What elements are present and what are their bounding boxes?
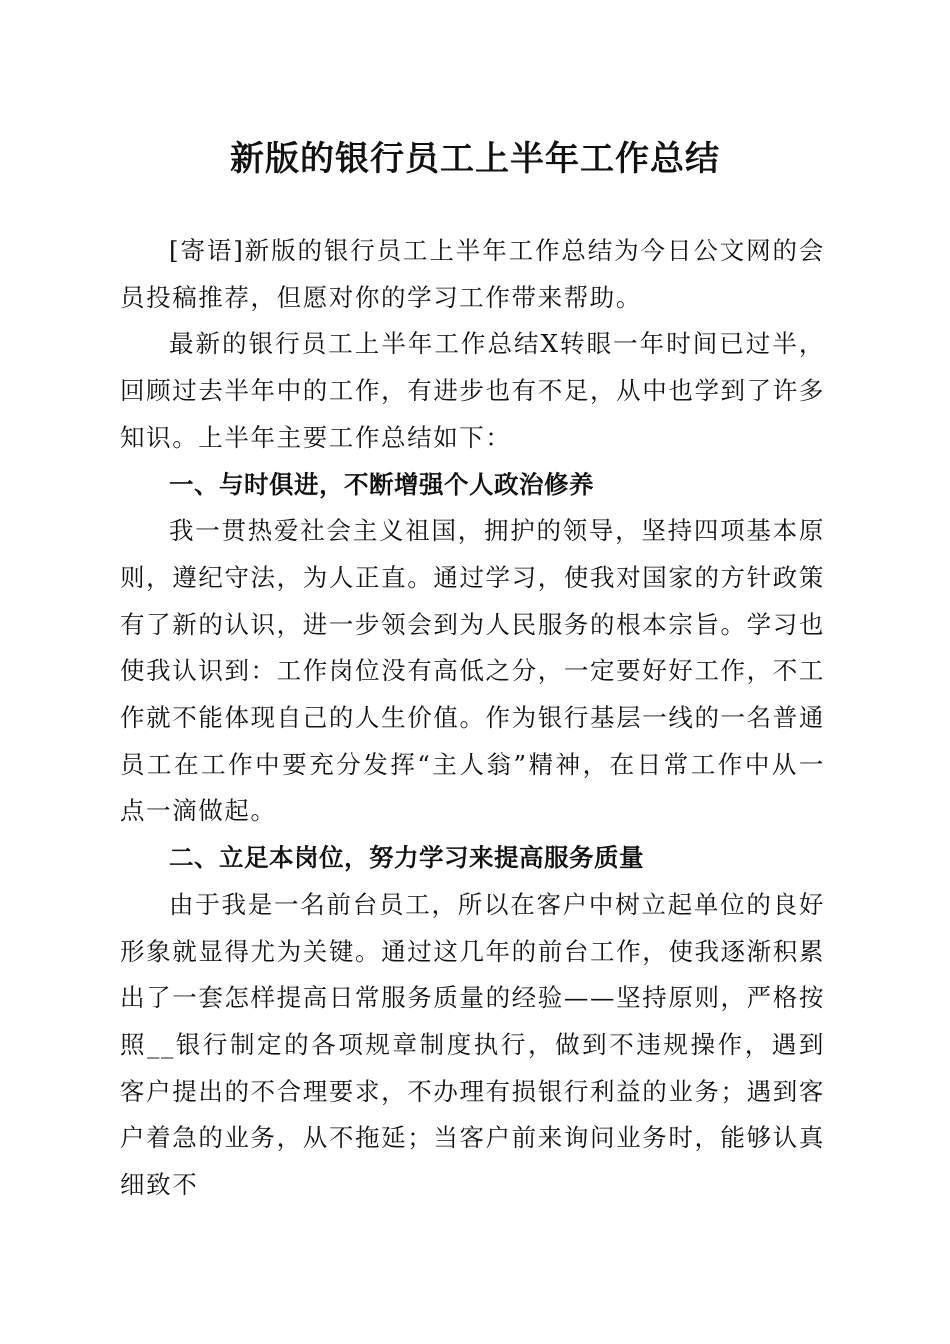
foreword-paragraph: [寄语]新版的银行员工上半年工作总结为今日公文网的会员投稿推荐，但愿对你的学习工作带来帮助。	[120, 236, 825, 312]
section-2-paragraph: 由于我是一名前台员工，所以在客户中树立起单位的良好形象就显得尤为关键。通过这几年的前台工作，使我逐渐积累出了一套怎样提高日常服务质量的经验——坚持原则，严格按照__银行制定的各项规章制度执行，做到不违规操作，遇到客户提出的不合理要求，不办理有损银行利益的业务；遇到客户着急的业务，从不拖延；当客户前来询问业务时，能够认真细致不	[120, 889, 825, 1200]
document-body	[120, 228, 825, 1209]
document-title: 新版的银行员工上半年工作总结	[230, 139, 720, 179]
section-1-paragraph: 我一贯热爱社会主义祖国，拥护的领导，坚持四项基本原则，遵纪守法，为人正直。通过学习，使我对国家的方针政策有了新的认识，进一步领会到为人民服务的根本宗旨。学习也使我认识到：工作岗位没有高低之分，一定要好好工作，不工作就不能体现自己的人生价值。作为银行基层一线的一名普通员工在工作中要充分发挥“主人翁”精神，在日常工作中从一点一滴做起。	[120, 516, 825, 826]
section-heading-1: 一、与时俱进，不断增强个人政治修养	[169, 469, 594, 499]
section-heading-2: 二、立足本岗位，努力学习来提高服务质量	[169, 843, 644, 873]
intro-paragraph: 最新的银行员工上半年工作总结X转眼一年时间已过半，回顾过去半年中的工作，有进步也有不足，从中也学到了许多知识。上半年主要工作总结如下：	[120, 329, 825, 452]
